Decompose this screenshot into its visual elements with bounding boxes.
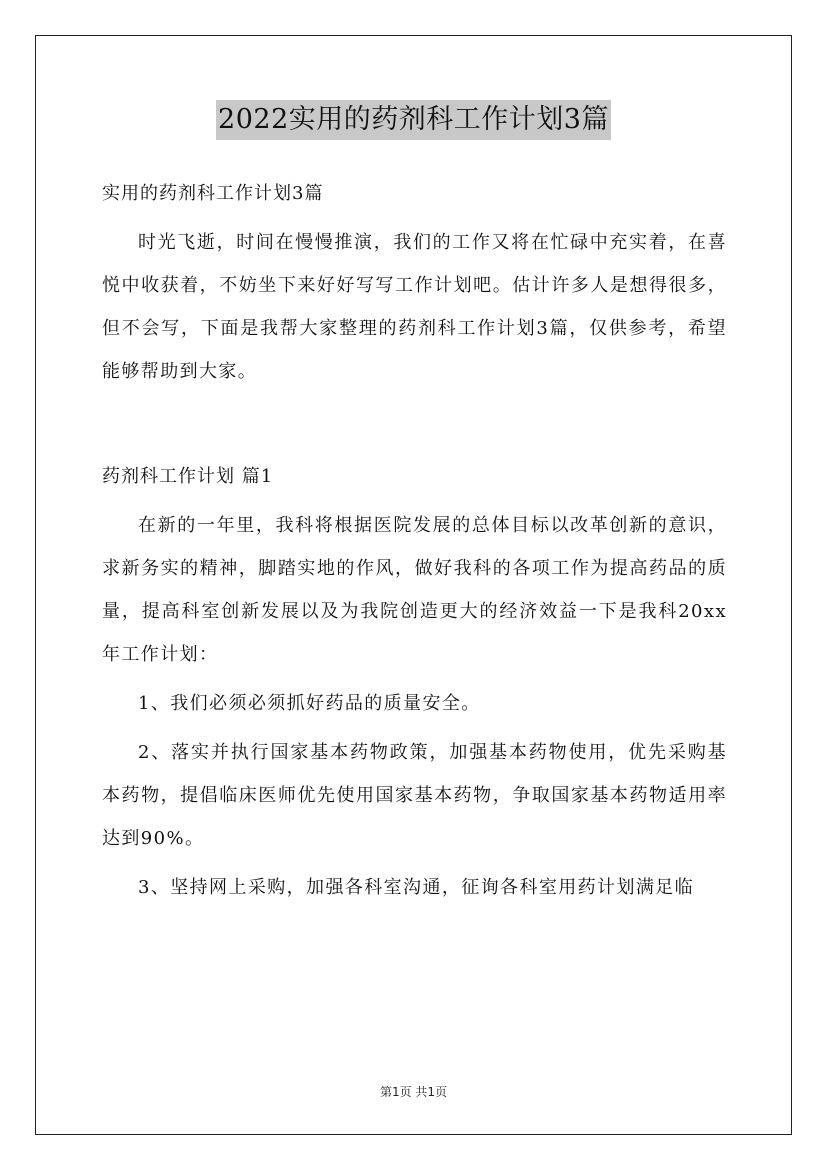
body-paragraph: 在新的一年里，我科将根据医院发展的总体目标以改革创新的意识，求新务实的精神，脚踏实地的作风，做好我科的各项工作为提高药品的质量，提高科室创新发展以及为我院创造更大的经济效益一下是我科20xx年工作计划： xyxy=(102,515,727,665)
page-footer: 第1页 共1页 xyxy=(379,1085,448,1099)
document-subtitle: 实用的药剂科工作计划3篇 xyxy=(102,183,324,204)
document-title: 2022实用的药剂科工作计划3篇 xyxy=(216,100,611,140)
body-paragraph: 2、落实并执行国家基本药物政策，加强基本药物使用，优先采购基本药物，提倡临床医师优先使用国家基本药物，争取国家基本药物适用率达到90%。 xyxy=(102,742,727,849)
body-paragraph: 3、坚持网上采购，加强各科室沟通，征询各科室用药计划满足临 xyxy=(138,877,695,898)
title-container xyxy=(0,100,827,140)
spacer xyxy=(102,393,727,455)
section-heading: 药剂科工作计划 篇1 xyxy=(102,466,274,487)
intro-paragraph: 时光飞逝，时间在慢慢推演，我们的工作又将在忙碌中充实着，在喜悦中收获着，不妨坐下来好好写写工作计划吧。估计许多人是想得很多，但不会写，下面是我帮大家整理的药剂科工作计划3篇，仅供参考，希望能够帮助到大家。 xyxy=(102,232,727,382)
body-paragraph: 1、我们必须必须抓好药品的质量安全。 xyxy=(138,693,481,714)
document-body xyxy=(102,172,727,909)
